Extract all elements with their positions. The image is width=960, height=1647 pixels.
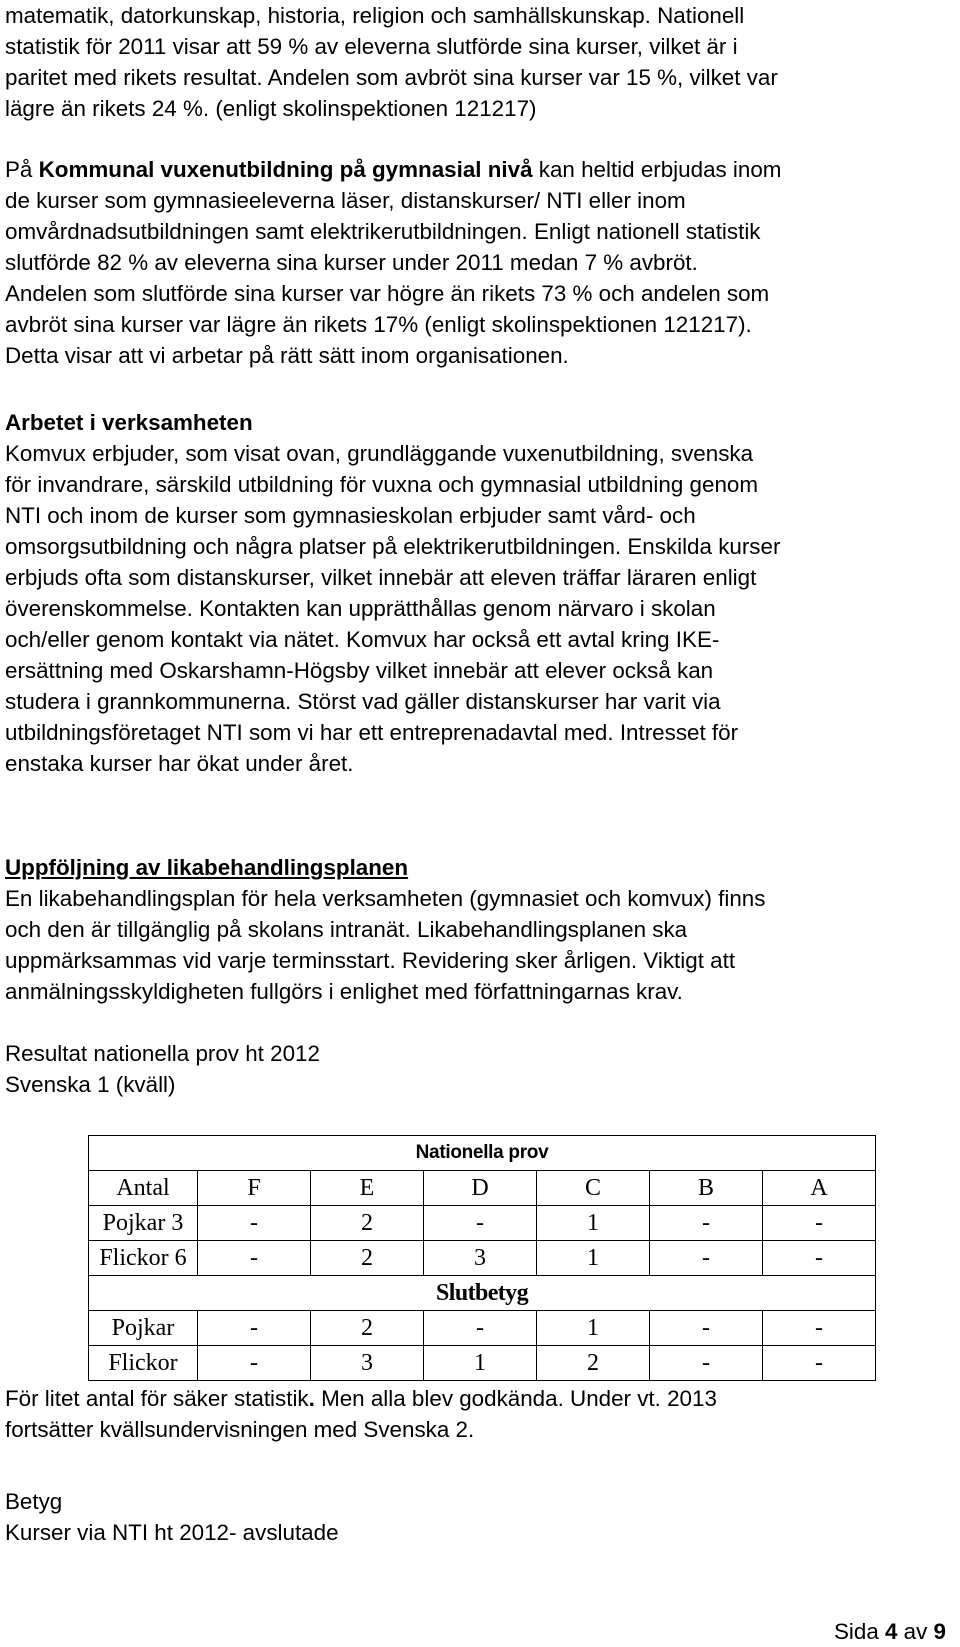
column-header: F	[198, 1171, 311, 1206]
text-line: omsorgsutbildning och några platser på elektrikerutbildningen. Enskilda kurser	[5, 534, 781, 559]
table-cell: -	[763, 1311, 876, 1346]
table-cell: -	[650, 1206, 763, 1241]
table-cell: 1	[537, 1311, 650, 1346]
table-cell: -	[763, 1206, 876, 1241]
table-row	[89, 1346, 876, 1381]
text-line: utbildningsföretaget NTI som vi har ett entreprenadavtal med. Intresset för	[5, 720, 739, 745]
text-line: för invandrare, särskild utbildning för vuxna och gymnasial utbildning genom	[5, 472, 758, 497]
text-fragment: .	[308, 1386, 315, 1411]
total-page-count: 9	[933, 1619, 946, 1644]
text-line: omvårdnadsutbildningen samt elektrikerutbildningen. Enligt nationell statistik	[5, 219, 761, 244]
text-line: statistik för 2011 visar att 59 % av eleverna slutförde sina kurser, vilket är i	[5, 34, 738, 59]
table-cell: 2	[311, 1311, 424, 1346]
text-line: erbjuds ofta som distanskurser, vilket innebär att eleven träffar läraren enligt	[5, 565, 757, 590]
text-fragment: För litet antal för säker statistik	[5, 1386, 309, 1411]
paragraph-statistics-intro	[5, 0, 778, 124]
text-line: Resultat nationella prov ht 2012	[5, 1041, 320, 1066]
table-row	[89, 1241, 876, 1276]
text-line	[5, 1383, 717, 1414]
column-header: C	[537, 1171, 650, 1206]
table-cell: Flickor	[89, 1346, 198, 1381]
text-fragment: kan heltid erbjudas inom	[532, 157, 782, 182]
table-cell: 1	[537, 1241, 650, 1276]
table-cell: 1	[537, 1206, 650, 1241]
text-line: ersättning med Oskarshamn-Högsby vilket innebär att elever också kan	[5, 658, 714, 683]
text-fragment: På	[5, 157, 39, 182]
table-subtitle-row	[89, 1276, 876, 1311]
text-line: uppmärksammas vid varje terminsstart. Revidering sker årligen. Viktigt att	[5, 948, 736, 973]
table-subtitle: Slutbetyg	[89, 1276, 876, 1311]
table-cell: -	[650, 1346, 763, 1381]
text-line: enstaka kurser har ökat under året.	[5, 751, 354, 776]
results-table-wrapper	[88, 1135, 876, 1381]
text-line: de kurser som gymnasieeleverna läser, distanskurser/ NTI eller inom	[5, 188, 686, 213]
table-cell: -	[198, 1206, 311, 1241]
national-test-results-table	[88, 1135, 876, 1381]
column-header: B	[650, 1171, 763, 1206]
table-cell: -	[763, 1346, 876, 1381]
text-line: studera i grannkommunerna. Störst vad gäller distanskurser har varit via	[5, 689, 721, 714]
text-line: Detta visar att vi arbetar på rätt sätt inom organisationen.	[5, 343, 569, 368]
table-cell: Pojkar	[89, 1311, 198, 1346]
text-line: Kurser via NTI ht 2012- avslutade	[5, 1520, 339, 1545]
page-number-footer	[834, 1616, 946, 1647]
text-line: fortsätter kvällsundervisningen med Svenska 2.	[5, 1417, 475, 1442]
paragraph-kommunal-vuxenutbildning	[5, 154, 781, 371]
table-cell: -	[424, 1311, 537, 1346]
table-cell: 3	[311, 1346, 424, 1381]
text-line: Komvux erbjuder, som visat ovan, grundläggande vuxenutbildning, svenska	[5, 441, 754, 466]
section-likabehandlingsplan	[5, 852, 765, 1007]
section-arbetet-i-verksamheten	[5, 407, 780, 779]
section-heading: Uppföljning av likabehandlingsplanen	[5, 855, 409, 880]
table-row	[89, 1206, 876, 1241]
text-line	[5, 154, 781, 185]
table-cell: 2	[311, 1206, 424, 1241]
table-cell: Pojkar 3	[89, 1206, 198, 1241]
text-line: avbröt sina kurser var lägre än rikets 17% (enligt skolinspektionen 121217).	[5, 312, 752, 337]
text-line: Andelen som slutförde sina kurser var högre än rikets 73 % och andelen som	[5, 281, 770, 306]
table-cell: -	[198, 1311, 311, 1346]
table-cell: -	[763, 1241, 876, 1276]
column-header: E	[311, 1171, 424, 1206]
text-line: och/eller genom kontakt via nätet. Komvux har också ett avtal kring IKE-	[5, 627, 720, 652]
paragraph-betyg	[5, 1486, 339, 1548]
text-line: matematik, datorkunskap, historia, religion och samhällskunskap. Nationell	[5, 3, 745, 28]
text-line: anmälningsskyldigheten fullgörs i enlighet med författningarnas krav.	[5, 979, 683, 1004]
text-fragment: av	[897, 1619, 934, 1644]
bold-term: Kommunal vuxenutbildning på gymnasial nivå	[38, 157, 533, 182]
column-header: D	[424, 1171, 537, 1206]
table-cell: 1	[424, 1346, 537, 1381]
text-line: Betyg	[5, 1489, 63, 1514]
table-cell: Flickor 6	[89, 1241, 198, 1276]
paragraph-results-note	[5, 1383, 717, 1445]
table-cell: -	[650, 1241, 763, 1276]
text-line: och den är tillgänglig på skolans intranät. Likabehandlingsplanen ska	[5, 917, 688, 942]
paragraph-results-heading	[5, 1038, 320, 1100]
table-header-row	[89, 1171, 876, 1206]
table-cell: 3	[424, 1241, 537, 1276]
table-cell: 2	[537, 1346, 650, 1381]
table-title: Nationella prov	[89, 1136, 876, 1171]
text-line: En likabehandlingsplan för hela verksamheten (gymnasiet och komvux) finns	[5, 886, 766, 911]
text-line: Svenska 1 (kväll)	[5, 1072, 176, 1097]
text-line: slutförde 82 % av eleverna sina kurser under 2011 medan 7 % avbröt.	[5, 250, 698, 275]
table-cell: -	[650, 1311, 763, 1346]
text-line: paritet med rikets resultat. Andelen som avbröt sina kurser var 15 %, vilket var	[5, 65, 778, 90]
table-cell: -	[424, 1206, 537, 1241]
column-header: Antal	[89, 1171, 198, 1206]
text-fragment: Sida	[833, 1619, 885, 1644]
table-cell: -	[198, 1241, 311, 1276]
table-cell: 2	[311, 1241, 424, 1276]
current-page-number: 4	[885, 1619, 898, 1644]
section-heading: Arbetet i verksamheten	[5, 410, 253, 435]
column-header: A	[763, 1171, 876, 1206]
text-line: överenskommelse. Kontakten kan upprätthållas genom närvaro i skolan	[5, 596, 716, 621]
text-fragment: Men alla blev godkända. Under vt. 2013	[314, 1386, 717, 1411]
text-line: lägre än rikets 24 %. (enligt skolinspektionen 121217)	[5, 96, 537, 121]
table-row	[89, 1311, 876, 1346]
table-title-row	[89, 1136, 876, 1171]
table-cell: -	[198, 1346, 311, 1381]
text-line: NTI och inom de kurser som gymnasieskolan erbjuder samt vård- och	[5, 503, 696, 528]
